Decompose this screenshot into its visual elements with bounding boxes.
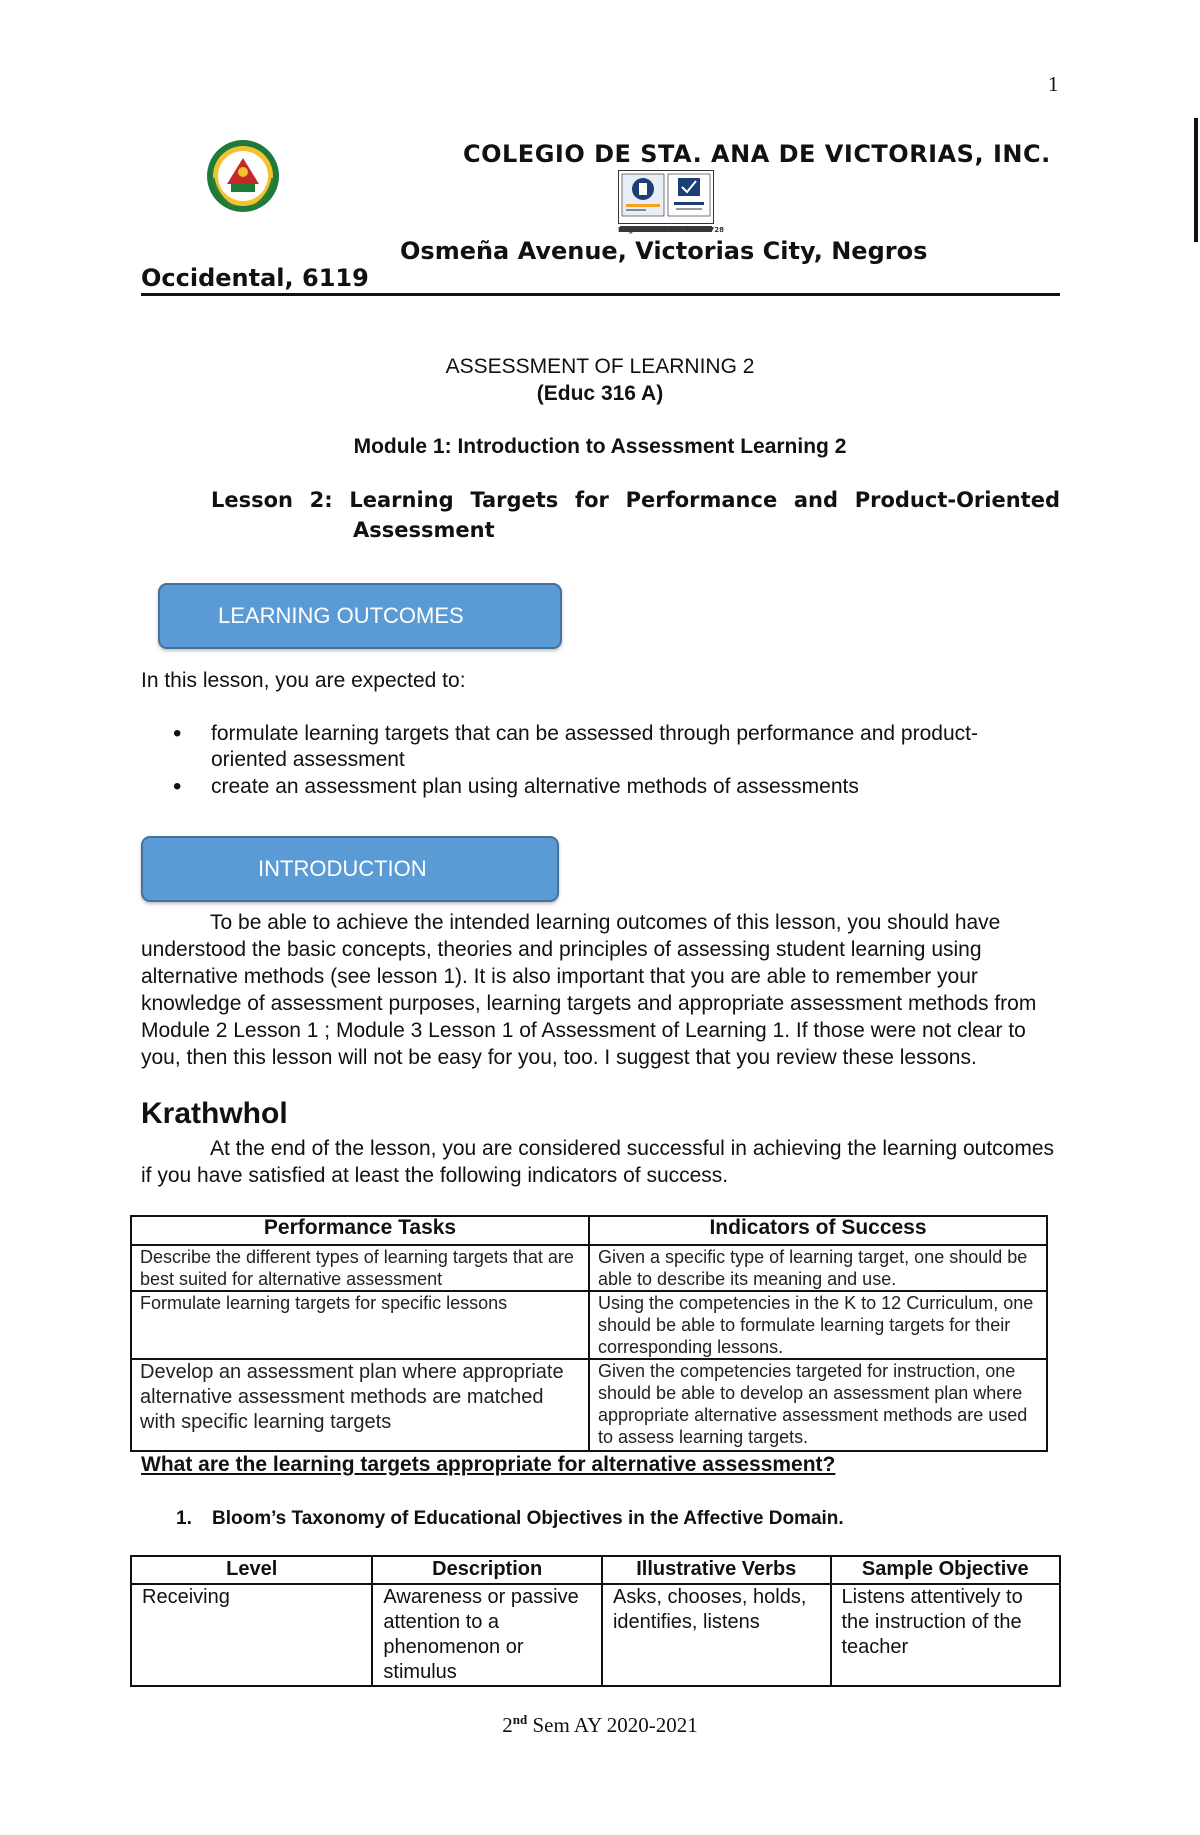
lesson-title: Lesson 2: Learning Targets for Performance and Product-Oriented — [211, 488, 1060, 512]
performance-tasks-table — [130, 1215, 1048, 1452]
header-divider — [141, 293, 1060, 296]
table-header-cell: Description — [372, 1556, 602, 1584]
course-title: ASSESSMENT OF LEARNING 2 — [445, 355, 755, 378]
table-header-cell: Illustrative Verbs — [602, 1556, 831, 1584]
table-header-row — [131, 1216, 1047, 1245]
outcomes-intro-text: In this lesson, you are expected to: — [141, 669, 466, 692]
table-header-cell: Indicators of Success — [589, 1216, 1047, 1245]
footer-text: Sem AY 2020-2021 — [527, 1713, 698, 1737]
school-name: COLEGIO DE STA. ANA DE VICTORIAS, INC. — [463, 140, 1051, 168]
table-row — [131, 1245, 1047, 1291]
learning-outcomes-banner — [158, 583, 562, 649]
table-cell: Receiving — [131, 1584, 372, 1686]
outcomes-bullet-list — [173, 721, 1033, 801]
table-cell: Develop an assessment plan where appropriate alternative assessment methods are matched with specific learning targets — [131, 1359, 589, 1451]
introduction-banner-label: INTRODUCTION — [258, 856, 427, 881]
table-row — [131, 1291, 1047, 1359]
page-number: 1 — [1048, 72, 1059, 96]
school-seal-logo — [205, 138, 281, 214]
course-code: (Educ 316 A) — [536, 382, 664, 405]
outcome-bullet-item: • formulate learning targets that can be assessed through performance and product-oriented assessment — [173, 721, 1033, 773]
learning-outcomes-banner-label: LEARNING OUTCOMES — [218, 603, 464, 628]
introduction-paragraph-text: To be able to achieve the intended learning outcomes of this lesson, you should have understood the basic concepts, theories and principles of assessing student learning using alternative methods (see lesson 1). It is also important that you are able to remember your knowledge of assessment purposes, learning targets and appropriate assessment methods from Module 2 Lesson 1 ; Module 3 Lesson 1 of Assessment of Learning 1. If those were not clear to you, then this lesson will not be easy for you, too. I suggest that you review these lessons. — [141, 911, 1037, 1069]
footer-superscript: nd — [512, 1712, 528, 1727]
table-cell: Using the competencies in the K to 12 Curriculum, one should be able to formulate learning targets for their corresponding lessons. — [589, 1291, 1047, 1359]
table-cell: Given a specific type of learning target, one should be able to describe its meaning and use. — [589, 1245, 1047, 1291]
numbered-item-heading — [176, 1508, 844, 1530]
module-title: Module 1: Introduction to Assessment Learning 2 — [353, 435, 847, 458]
introduction-paragraph — [141, 909, 1063, 1071]
table-header-cell: Level — [131, 1556, 372, 1584]
table-cell: Formulate learning targets for specific lessons — [131, 1291, 589, 1359]
section-question-heading: What are the learning targets appropriate for alternative assessment? — [141, 1453, 836, 1476]
school-address-line-2: Occidental, 6119 — [141, 264, 369, 292]
table-row — [131, 1584, 1060, 1686]
table-header-cell: Performance Tasks — [131, 1216, 589, 1245]
krathwhol-heading: Krathwhol — [141, 1097, 288, 1130]
success-indicators-paragraph — [141, 1135, 1063, 1189]
table-cell: Listens attentively to the instruction of the teacher — [831, 1584, 1061, 1686]
page-edge-marker — [1194, 118, 1198, 242]
table-cell: Given the competencies targeted for instruction, one should be able to develop an assessment plan where appropriate alternative assessment methods are used to assess learning targets. — [589, 1359, 1047, 1451]
item-title: Bloom’s Taxonomy of Educational Objectives in the Affective Domain. — [212, 1508, 844, 1529]
outcome-bullet-item: • create an assessment plan using alternative methods of assessments — [173, 774, 1033, 800]
table-cell: Asks, chooses, holds, identifies, listens — [602, 1584, 831, 1686]
table-cell: Describe the different types of learning targets that are best suited for alternative assessment — [131, 1245, 589, 1291]
certification-badge-image — [618, 170, 714, 234]
table-header-row — [131, 1556, 1060, 1584]
table-cell: Awareness or passive attention to a phenomenon or stimulus — [372, 1584, 602, 1686]
table-row — [131, 1359, 1047, 1451]
school-address-line-1: Osmeña Avenue, Victorias City, Negros — [400, 237, 928, 265]
item-number: 1. — [176, 1508, 192, 1529]
introduction-banner — [141, 836, 559, 902]
page-footer — [0, 1712, 1200, 1738]
affective-domain-table — [130, 1555, 1061, 1687]
table-header-cell: Sample Objective — [831, 1556, 1061, 1584]
footer-ordinal: 2 — [502, 1713, 513, 1737]
lesson-title-continued: Assessment — [353, 518, 495, 542]
success-indicators-paragraph-text: At the end of the lesson, you are considered successful in achieving the learning outcomes if you have satisfied at least the following indicators of success. — [141, 1137, 1055, 1187]
certification-registration-number: Registration No. 30006728 — [618, 226, 724, 234]
